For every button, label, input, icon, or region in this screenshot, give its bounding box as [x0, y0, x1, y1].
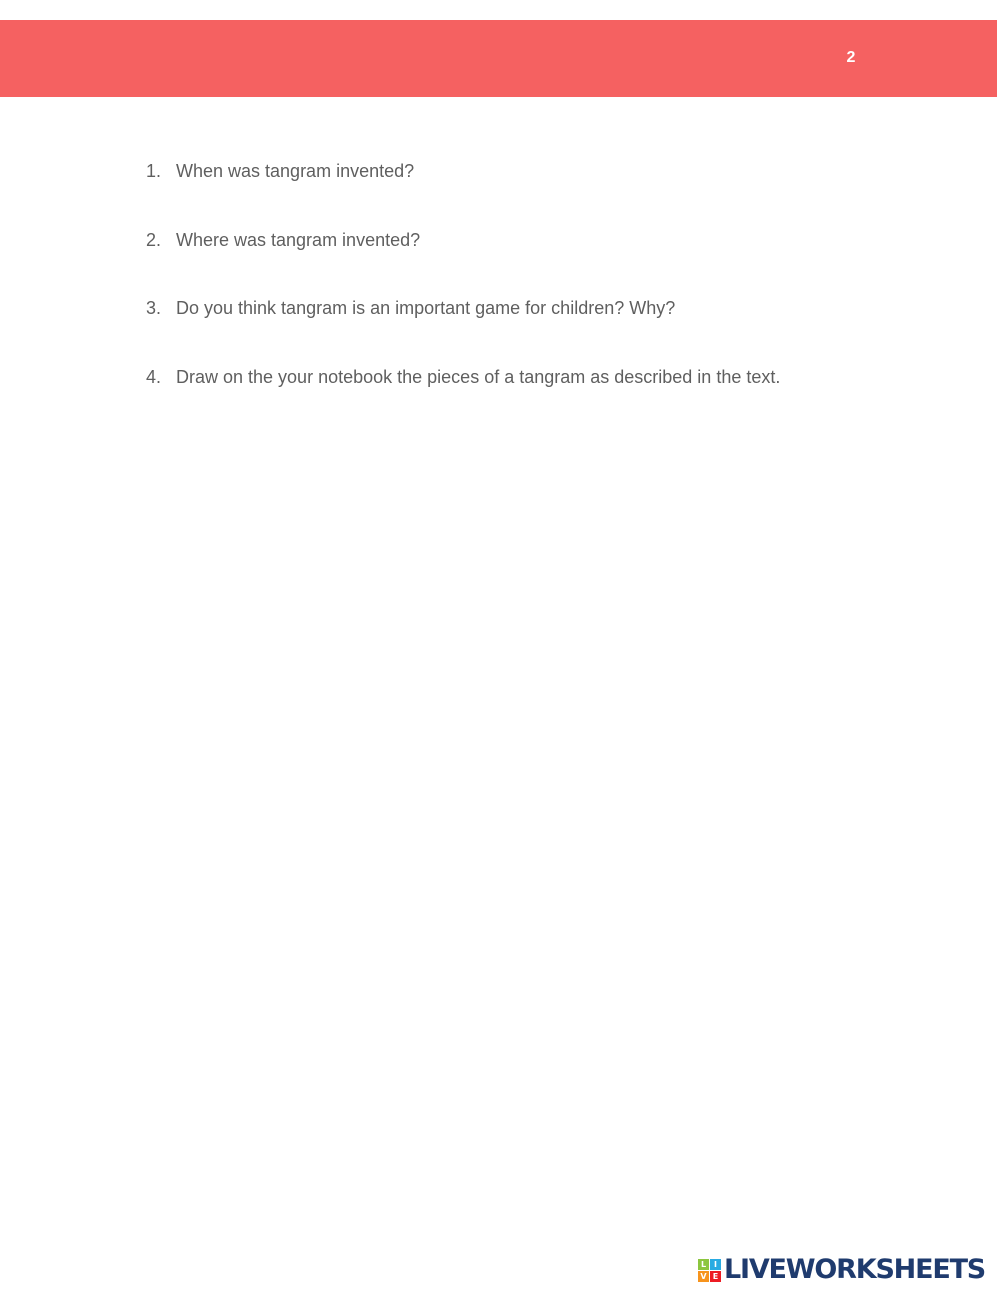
question-number: 4. [146, 367, 162, 388]
question-list [146, 158, 926, 433]
logo-letter: L [698, 1259, 709, 1270]
logo-letter: V [698, 1271, 709, 1282]
question-number: 1. [146, 161, 162, 181]
question-text: Where was tangram invented? [176, 229, 421, 250]
question-number: 2. [146, 229, 162, 250]
logo-text: LIVEWORKSHEETS [724, 1254, 986, 1285]
question-item [146, 227, 926, 296]
logo-letter: E [710, 1271, 721, 1282]
question-text: Draw on the your notebook the pieces of a tangram as described in the text. [176, 367, 781, 388]
question-item [146, 364, 926, 433]
logo-letter: I [710, 1259, 721, 1270]
question-text: When was tangram invented? [176, 161, 415, 181]
question-text: Do you think tangram is an important game for children? Why? [176, 298, 676, 319]
page-number: 2 [846, 49, 856, 66]
liveworksheets-logo [698, 1254, 986, 1285]
question-item [146, 158, 926, 227]
question-item [146, 295, 926, 364]
logo-mark-icon [698, 1259, 721, 1282]
question-number: 3. [146, 298, 162, 319]
